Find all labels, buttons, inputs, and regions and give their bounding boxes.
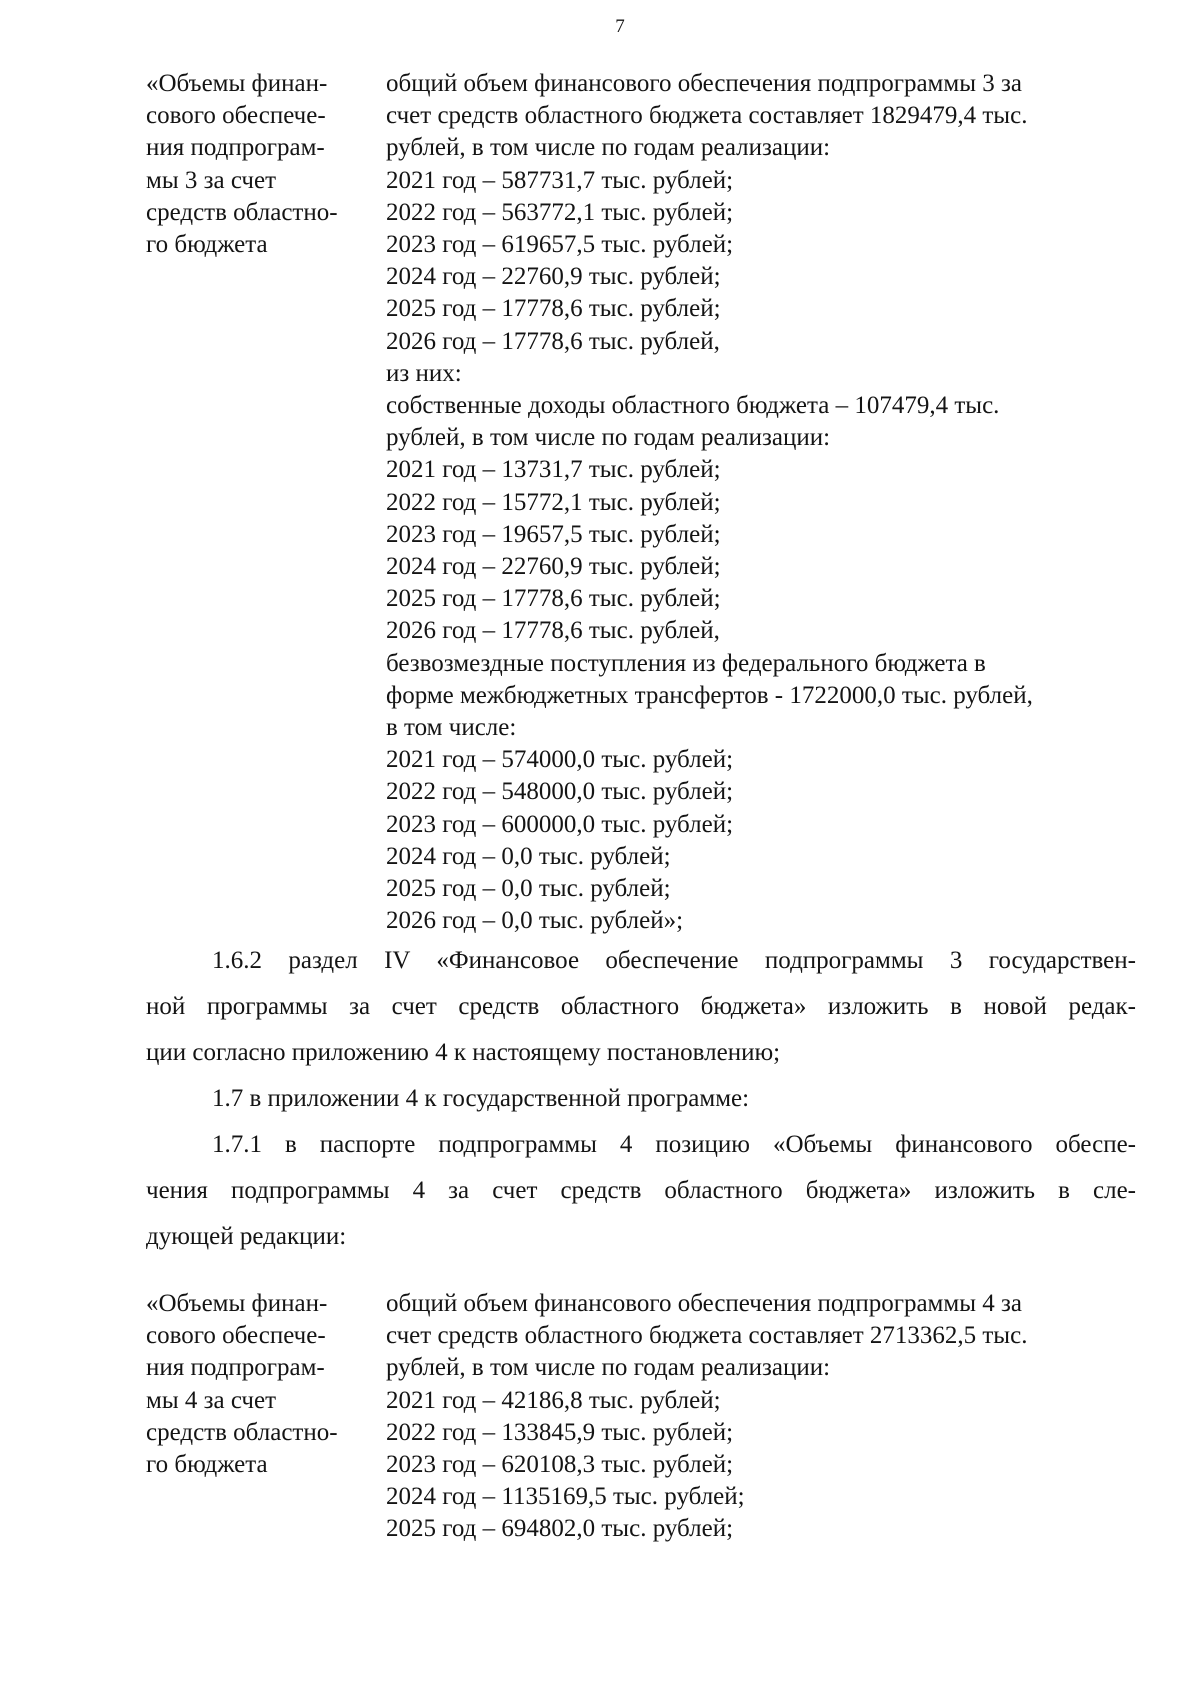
paragraph-1-6-2 (146, 938, 1136, 1076)
body-text (146, 938, 1136, 1260)
passport-value-line: счет средств областного бюджета составляет 1829479,4 тыс. (386, 102, 1028, 130)
passport-label-line: сового обеспече- (146, 102, 326, 130)
passport-label-line: ния подпрограм- (146, 1354, 325, 1382)
passport-label-line: «Объемы финан- (146, 70, 328, 97)
passport-value-line: 2023 год – 600000,0 тыс. рублей; (386, 810, 734, 838)
passport-value-column (386, 1288, 1166, 1546)
passport-value-line: 2025 год – 0,0 тыс. рублей; (386, 875, 671, 903)
passport-value-line: 2025 год – 694802,0 тыс. рублей; (386, 1515, 734, 1543)
passport-value-line: рублей, в том числе по годам реализации: (386, 1354, 831, 1382)
passport-value-line: 2025 год – 17778,6 тыс. рублей; (386, 585, 721, 613)
passport-value-line: 2021 год – 574000,0 тыс. рублей; (386, 746, 734, 774)
passport-value-line: 2026 год – 0,0 тыс. рублей»; (386, 907, 684, 935)
passport-label-line: средств областно- (146, 198, 338, 226)
passport-value-line: 2024 год – 22760,9 тыс. рублей; (386, 263, 721, 291)
passport-value-line: 2024 год – 22760,9 тыс. рублей; (386, 553, 721, 581)
passport-value-line: форме межбюджетных трансфертов - 1722000,0 тыс. рублей, (386, 681, 1033, 709)
passport-label-column (146, 68, 371, 261)
passport-label-line: «Объемы финан- (146, 1290, 328, 1317)
passport-value-line: безвозмездные поступления из федерального бюджета в (386, 649, 986, 677)
passport-value-column (386, 68, 1166, 937)
paragraph-line: ной программы за счет средств областного бюджета» изложить в новой редак- (146, 993, 1136, 1020)
passport-value-line: счет средств областного бюджета составляет 2713362,5 тыс. (386, 1322, 1028, 1350)
paragraph-1-7: 1.7 в приложении 4 к государственной программе: (212, 1085, 750, 1112)
passport-value-line: общий объем финансового обеспечения подпрограммы 3 за (386, 70, 1022, 97)
paragraph-line: дующей редакции: (146, 1223, 347, 1250)
passport-value-line: общий объем финансового обеспечения подпрограммы 4 за (386, 1290, 1022, 1317)
passport-value-line: рублей, в том числе по годам реализации: (386, 134, 831, 162)
passport-value-line: 2022 год – 15772,1 тыс. рублей; (386, 488, 721, 516)
passport-value-line: 2021 год – 42186,8 тыс. рублей; (386, 1386, 721, 1414)
passport-value-line: из них: (386, 359, 462, 387)
passport-value-line: 2025 год – 17778,6 тыс. рублей; (386, 295, 721, 323)
passport-value-line: 2026 год – 17778,6 тыс. рублей, (386, 617, 720, 645)
passport-label-line: го бюджета (146, 1451, 268, 1479)
passport-label-line: мы 4 за счет (146, 1386, 277, 1414)
passport-label-column (146, 1288, 371, 1481)
passport-value-line: 2024 год – 1135169,5 тыс. рублей; (386, 1483, 745, 1511)
passport-label-line: сового обеспече- (146, 1322, 326, 1350)
passport-value-line: в том числе: (386, 714, 517, 742)
paragraph-line: чения подпрограммы 4 за счет средств областного бюджета» изложить в сле- (146, 1177, 1136, 1204)
passport-value-line: 2022 год – 563772,1 тыс. рублей; (386, 198, 734, 226)
passport-value-line: 2023 год – 620108,3 тыс. рублей; (386, 1451, 734, 1479)
passport-value-line: 2024 год – 0,0 тыс. рублей; (386, 842, 671, 870)
passport-value-line: 2022 год – 548000,0 тыс. рублей; (386, 778, 734, 806)
page-number: 7 (615, 16, 625, 37)
paragraph-line: 1.6.2 раздел IV «Финансовое обеспечение подпрограммы 3 государствен- (212, 947, 1136, 974)
passport-value-line: собственные доходы областного бюджета – 107479,4 тыс. (386, 392, 1000, 420)
paragraph-line: 1.7.1 в паспорте подпрограммы 4 позицию «Объемы финансового обеспе- (212, 1131, 1136, 1158)
passport-value-line: 2022 год – 133845,9 тыс. рублей; (386, 1418, 734, 1446)
passport-label-line: мы 3 за счет (146, 166, 277, 194)
passport-label-line: ния подпрограм- (146, 134, 325, 162)
paragraph-1-7-1 (146, 1122, 1136, 1260)
passport-value-line: 2021 год – 587731,7 тыс. рублей; (386, 166, 734, 194)
passport-label-line: средств областно- (146, 1418, 338, 1446)
passport-label-line: го бюджета (146, 231, 268, 259)
passport-value-line: 2026 год – 17778,6 тыс. рублей, (386, 327, 720, 355)
passport-value-line: 2023 год – 19657,5 тыс. рублей; (386, 520, 721, 548)
passport-value-line: рублей, в том числе по годам реализации: (386, 424, 831, 452)
passport-value-line: 2021 год – 13731,7 тыс. рублей; (386, 456, 721, 484)
paragraph-line: ции согласно приложению 4 к настоящему постановлению; (146, 1039, 781, 1066)
passport-value-line: 2023 год – 619657,5 тыс. рублей; (386, 231, 734, 259)
